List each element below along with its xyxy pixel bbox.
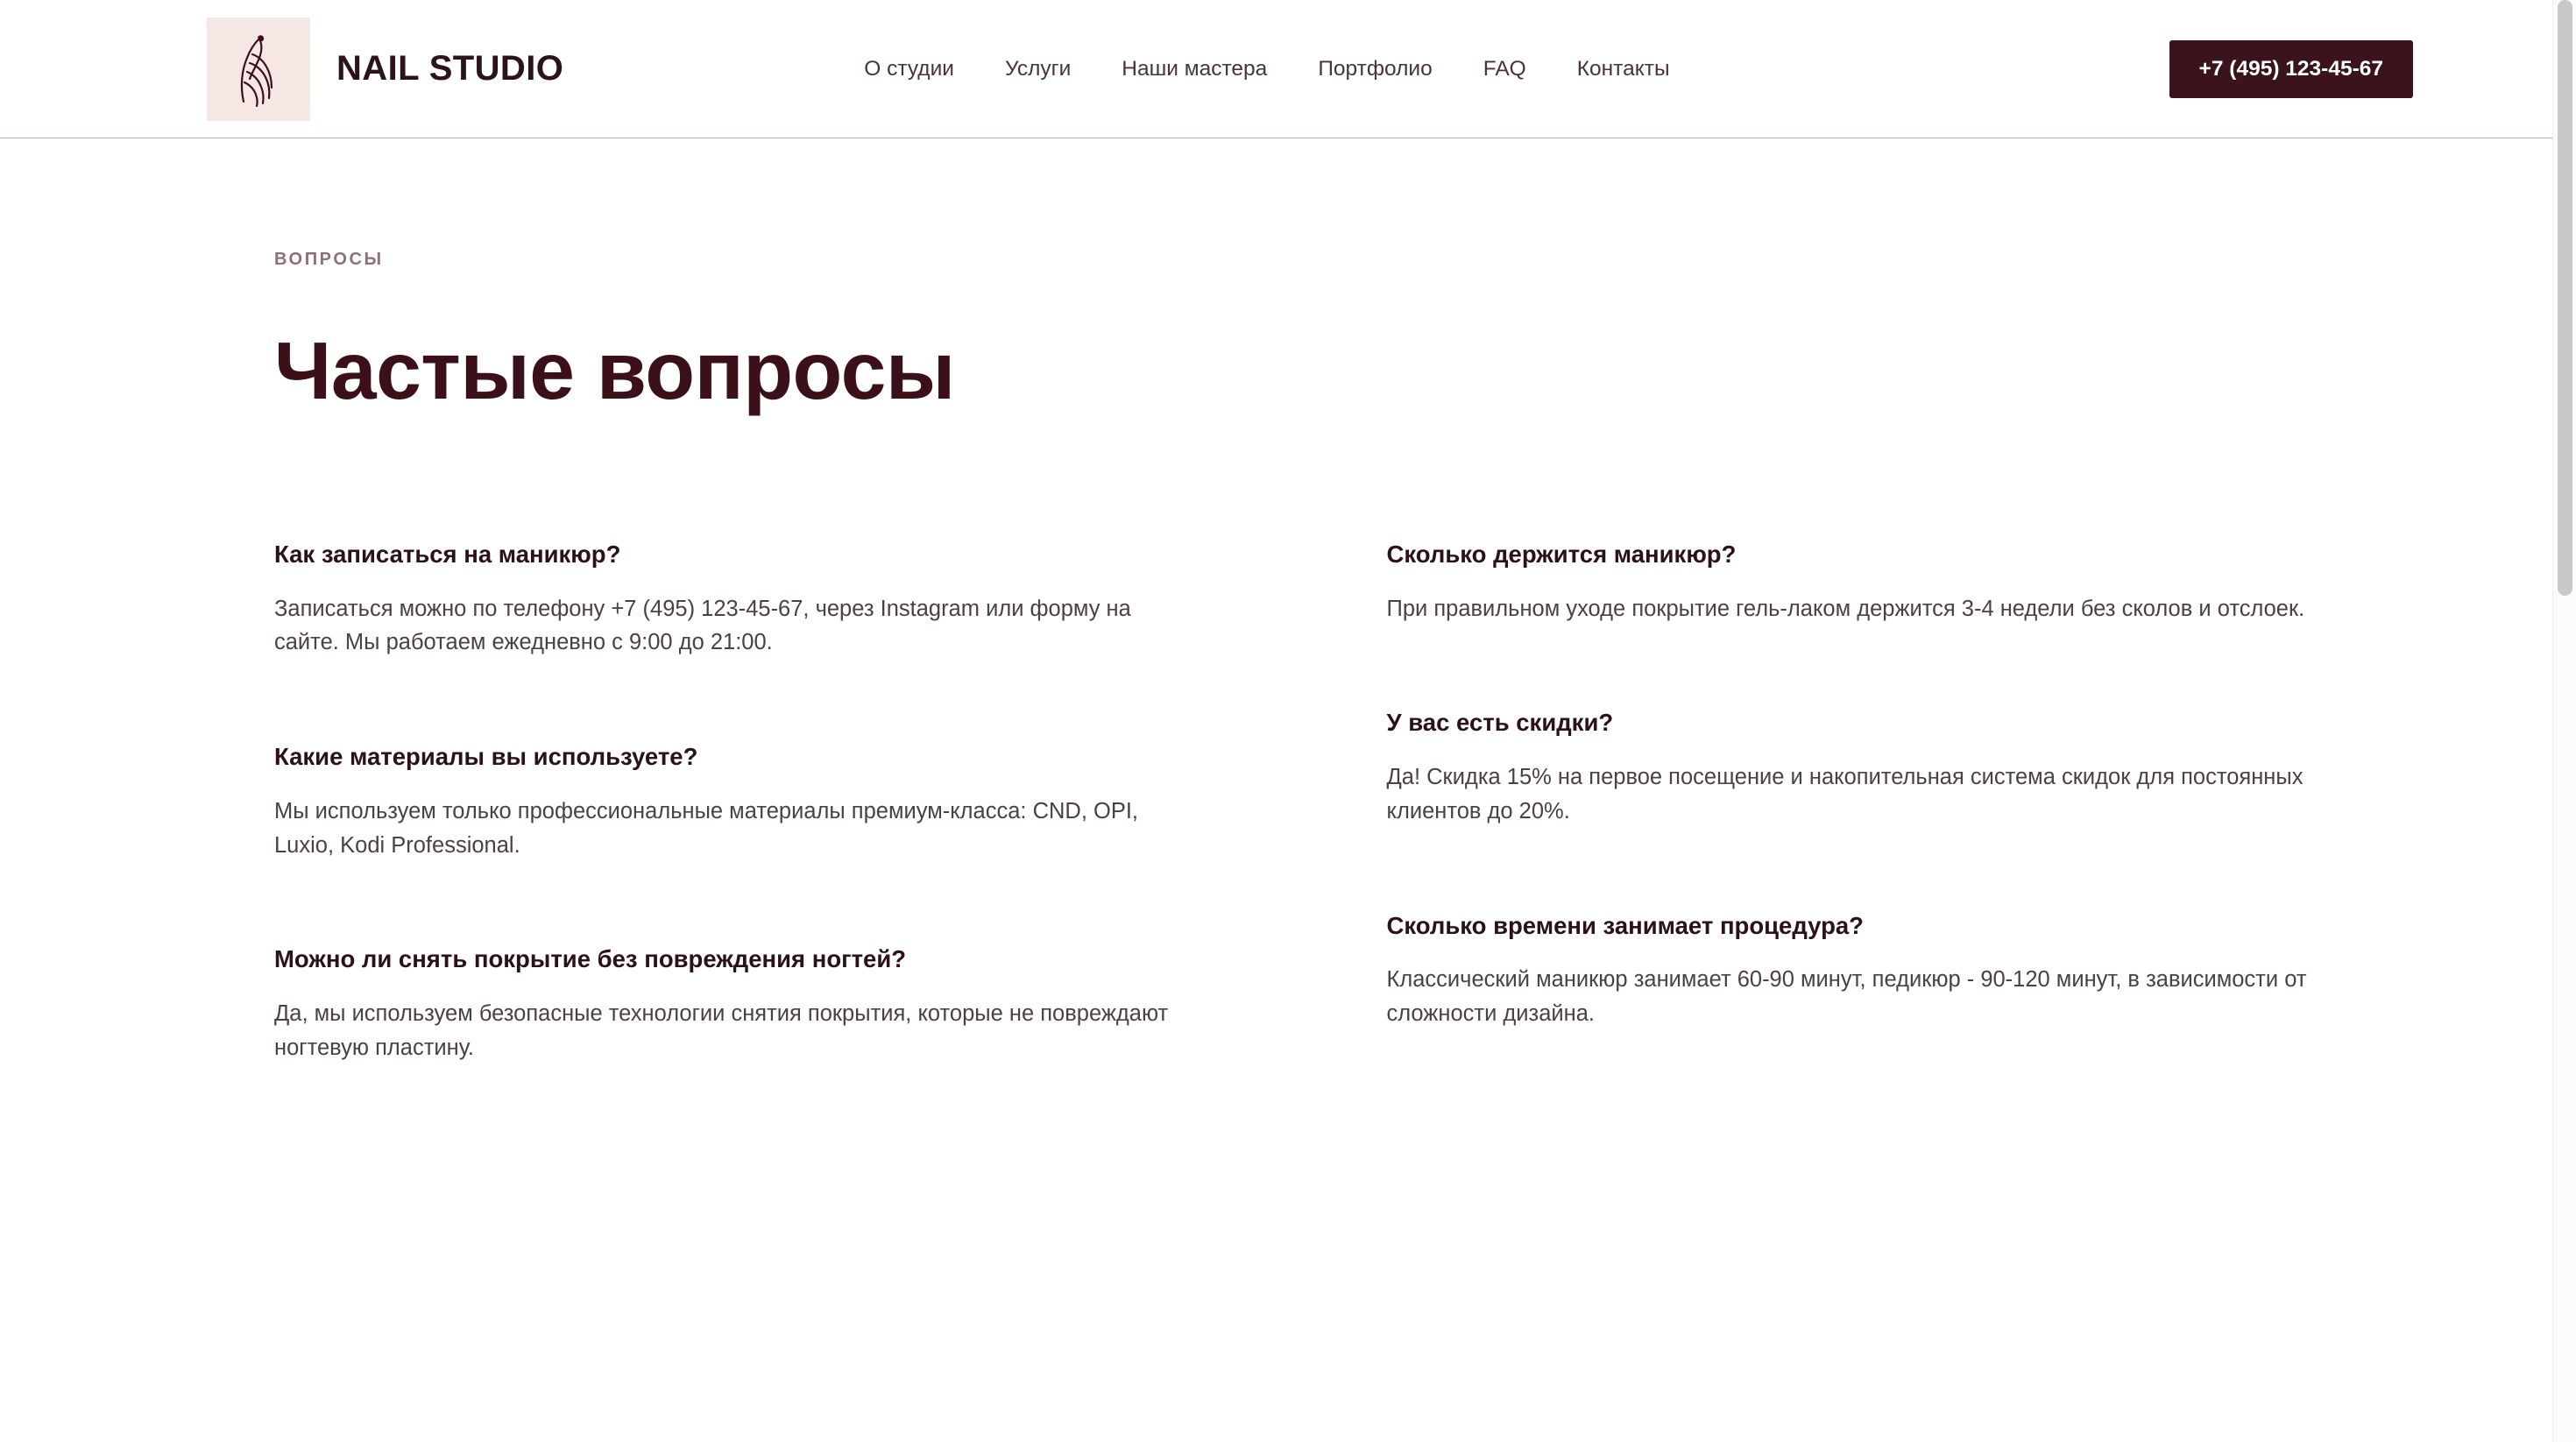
phone-call-button[interactable]: +7 (495) 123-45-67 [2169,40,2413,98]
page-scrollbar[interactable] [2552,0,2576,1442]
nav-item-about[interactable]: О студии [864,56,954,81]
faq-answer: Записаться можно по телефону +7 (495) 123-45-67, через Instagram или форму на сайте. Мы работаем ежедневно с 9:00 до 21:00. [274,596,1131,655]
faq-item [1387,707,2419,828]
faq-answer: Да, мы используем безопасные технологии снятия покрытия, которые не повреждают ногтевую пластину. [274,1001,1169,1060]
brand-name: NAIL STUDIO [336,49,564,88]
faq-item [274,944,1306,1064]
nav-item-services[interactable]: Услуги [1004,56,1072,81]
site-header [0,0,2576,138]
faq-column-left [274,539,1306,1065]
page-main [0,250,2576,1223]
nav-item-portfolio[interactable]: Портфолио [1318,56,1433,81]
faq-question: Сколько держится маникюр? [1386,540,1737,568]
faq-question: Можно ли снять покрытие без повреждения ногтей? [274,945,907,973]
faq-grid [274,539,2418,1065]
nail-hand-icon [207,18,310,121]
faq-question: Какие материалы вы используете? [274,743,698,771]
nav-item-contacts[interactable]: Контакты [1576,56,1670,81]
faq-item [274,539,1306,660]
brand[interactable] [207,18,563,121]
bottom-spacer [274,1065,2418,1223]
nav-item-faq[interactable]: FAQ [1483,56,1526,81]
faq-item [274,741,1306,862]
section-eyebrow: ВОПРОСЫ [274,250,384,269]
faq-item [1387,910,2419,1031]
faq-question: У вас есть скидки? [1386,709,1614,737]
faq-item [1387,539,2419,626]
nav-item-masters[interactable]: Наши мастера [1122,56,1268,81]
page-title: Частые вопросы [274,325,955,416]
faq-column-right [1387,539,2419,1065]
main-nav [839,57,1695,81]
faq-question: Сколько времени занимает процедура? [1386,911,1864,939]
page-scrollbar-thumb[interactable] [2558,0,2572,596]
faq-answer: Да! Скидка 15% на первое посещение и накопительная система скидок для постоянных клиентов до 20%. [1386,765,2304,823]
faq-answer: Классический маникюр занимает 60-90 минут, педикюр - 90-120 минут, в зависимости от сложности дизайна. [1386,967,2307,1027]
faq-answer: При правильном уходе покрытие гель-лаком держится 3-4 недели без сколов и отслоек. [1386,596,2305,621]
faq-answer: Мы используем только профессиональные материалы премиум-класса: CND, OPI, Luxio, Kodi Professional. [274,798,1139,858]
faq-question: Как записаться на маникюр? [274,540,621,568]
